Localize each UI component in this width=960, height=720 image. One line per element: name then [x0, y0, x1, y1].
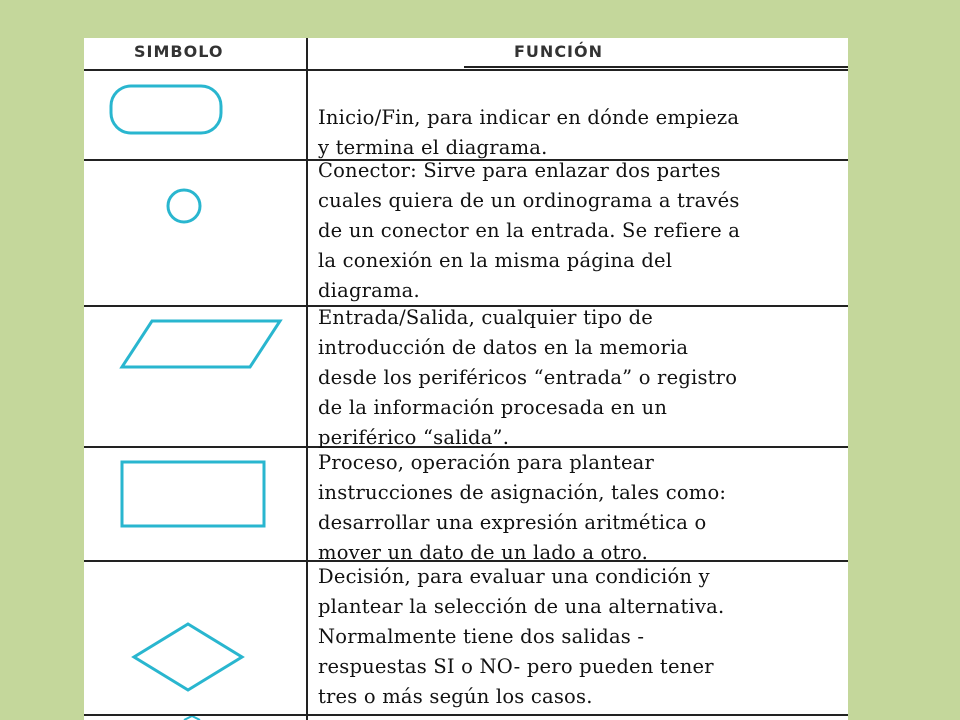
table-row-partial [84, 716, 848, 720]
symbol-cell [84, 562, 306, 714]
table-row-decision [84, 562, 848, 714]
table-row-process [84, 448, 848, 564]
terminator-symbol-icon [84, 71, 306, 159]
partial-symbol-icon [84, 716, 306, 720]
row-description: Decisión, para evaluar una condición y plantear la selección de una alternativa. Normalmente tiene dos salidas - respuestas SI o NO- pero pueden tener tres o más según los casos. [318, 565, 725, 708]
process-symbol-icon [84, 448, 306, 560]
symbol-table [84, 38, 848, 720]
connector-symbol-icon [84, 161, 306, 305]
row-description: Conector: Sirve para enlazar dos partes cuales quiera de un ordinograma a través de un conector en la entrada. Se refiere a la conexión en la misma página del diagrama. [318, 159, 741, 302]
decision-symbol-icon [84, 562, 306, 714]
symbol-cell [84, 71, 306, 159]
table-row-input-output [84, 306, 848, 449]
symbol-cell [84, 307, 306, 446]
row-description: Entrada/Salida, cualquier tipo de introducción de datos en la memoria desde los periféricos “entrada” o registro de la información procesada en un periférico “salida”. [318, 306, 738, 449]
header-underline [464, 66, 848, 68]
table-row-connector [84, 161, 848, 305]
input-output-symbol-icon [84, 307, 306, 446]
symbol-cell [84, 161, 306, 305]
symbol-cell [84, 448, 306, 560]
column-header-function: FUNCIÓN [514, 42, 603, 61]
row-description: Proceso, operación para plantear instrucciones de asignación, tales como: desarrollar una expresión aritmética o mover un dato de un lado a otro. [318, 451, 727, 564]
table-row-terminator [84, 71, 848, 159]
column-header-symbol: SIMBOLO [134, 42, 224, 61]
row-description: Inicio/Fin, para indicar en dónde empieza y termina el diagrama. [318, 106, 740, 159]
